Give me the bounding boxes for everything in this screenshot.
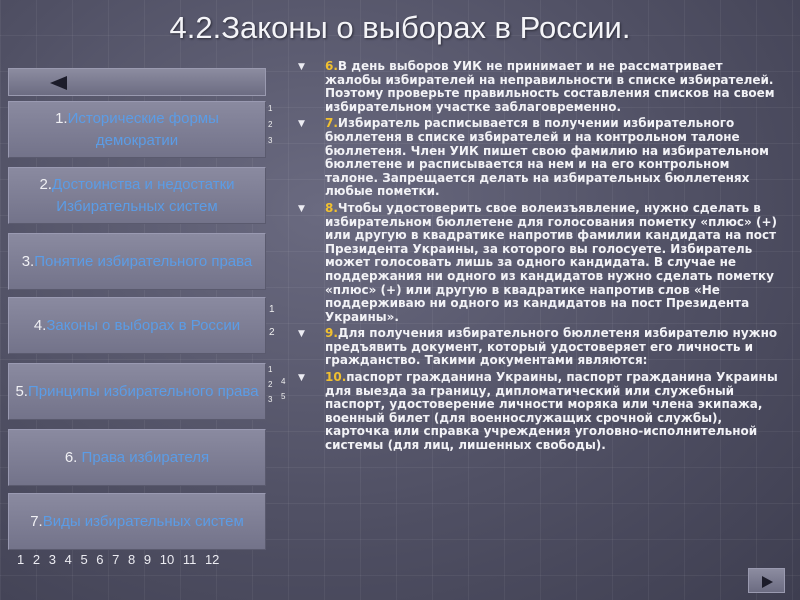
page-links [17,552,224,567]
page-link[interactable]: 9 [143,552,152,567]
bullet-icon: ▼ [298,119,305,130]
nav-button-number: 3. [21,252,35,270]
list-item [296,117,780,199]
item-number: 7. [325,116,338,131]
nav-button-1[interactable] [8,101,266,158]
page-link[interactable]: 3 [48,552,56,567]
item-number: 10. [325,370,347,385]
item-text: В день выборов УИК не принимает и не рассматривает жалобы избирателей на неправильности в списке избирателей. Поэтому проверьте правильность составления списков на своем избирательном участке заблаговременно. [325,59,775,114]
nav-button-label: Принципы избирательного права [27,382,259,400]
mini-link-5-3[interactable]: 3 [268,395,273,404]
mini-link-4-1[interactable]: 1 [269,304,275,315]
nav-button-label: Виды избирательных систем [42,512,244,530]
list-item [296,327,780,368]
mini-link-1-2[interactable]: 2 [268,120,273,129]
nav-button-6[interactable] [8,429,266,486]
mini-link-5-1[interactable]: 1 [268,365,273,374]
page-link[interactable]: 8 [128,552,136,567]
forward-button[interactable] [748,568,785,593]
mini-link-1-3[interactable]: 3 [268,136,273,145]
back-button[interactable] [8,68,266,96]
page-link[interactable]: 6 [96,552,104,567]
nav-button-label: Исторические формы демократии [67,109,219,149]
nav-button-2[interactable] [8,167,266,224]
nav-button-number: 1. [55,109,68,127]
item-number: 6. [325,59,338,73]
nav-button-4[interactable] [8,297,266,354]
page-link[interactable]: 2 [32,552,41,567]
content-list [296,60,780,456]
nav-button-5[interactable] [8,363,266,420]
nav-button-3[interactable] [8,233,266,290]
page-link[interactable]: 11 [182,552,197,567]
list-item [296,371,780,453]
mini-link-4-2[interactable]: 2 [269,327,275,338]
nav-button-label: Достоинства и недостатки Избирательных систем [51,175,235,215]
nav-button-label: Законы о выборах в России [46,316,241,334]
item-number: 9. [325,326,338,341]
list-item [296,60,780,114]
bullet-icon: ▼ [298,329,305,340]
nav-button-number: 5. [15,382,28,400]
triangle-right-icon [762,576,773,588]
nav-button-number: 2. [39,175,52,193]
mini-link-1-1[interactable]: 1 [268,104,273,113]
item-text: паспорт гражданина Украины, паспорт гражданина Украины для выезда за границу, дипломатический или служебный паспорт, удостоверение личности моряка или члена экипажа, военный билет (для военнослужащих срочной службы), карточка или справка учреждения уголовно-исполнительной системы (для лиц, лишенных свободы). [325,370,778,453]
item-number: 8. [325,200,338,215]
page-link[interactable]: 5 [80,552,88,567]
nav-button-number: 4. [33,316,47,334]
nav-button-7[interactable] [8,493,266,550]
nav-button-label: Понятие избирательного права [34,252,253,270]
mini-link-5-4[interactable]: 4 [281,377,286,386]
page-link[interactable]: 12 [204,552,220,567]
nav-button-number: 7. [30,512,43,530]
bullet-icon: ▼ [298,373,305,384]
item-text: Избиратель расписывается в получении избирательного бюллетеня в списке избирателей и на контрольном талоне бюллетеня. Член УИК пишет свою фамилию на избирательном бюллетене и расписывается на нем и на его контрольном талоне. Запрещается делать на избирательных бюллетенях любые пометки. [325,116,769,199]
slide-title: 4.2.Законы о выборах в России. [169,10,631,45]
nav-button-label: Права избирателя [81,448,210,466]
page-link[interactable]: 4 [64,552,72,567]
item-text: Чтобы удостоверить свое волеизъявление, нужно сделать в избирательном бюллетене для голосования пометку «плюс» (+) или другую в квадратике напротив фамилии кандидата на пост Президента Украины, за которого вы голосуете. Избиратель может голосовать лишь за одного кандидата. В случае не поддержания ни одного из кандидатов нужно сделать пометку «плюс» (+) или другую в квадратике напротив слов «Не поддерживаю ни одного из кандидатов на пост Президента Украины». [325,200,777,324]
page-link[interactable]: 7 [112,552,120,567]
bullet-icon: ▼ [298,203,305,214]
page-link[interactable]: 10 [159,552,175,567]
mini-link-5-2[interactable]: 2 [268,380,273,389]
list-item [296,202,780,324]
bullet-icon: ▼ [298,62,305,72]
mini-link-5-5[interactable]: 5 [281,392,286,401]
page-link[interactable]: 1 [17,552,25,567]
nav-button-number: 6. [64,448,82,466]
item-text: Для получения избирательного бюллетеня избирателю нужно предъявить документ, который удостоверяет его личность и гражданство. Такими документами являются: [325,326,778,368]
triangle-left-icon [50,76,67,90]
